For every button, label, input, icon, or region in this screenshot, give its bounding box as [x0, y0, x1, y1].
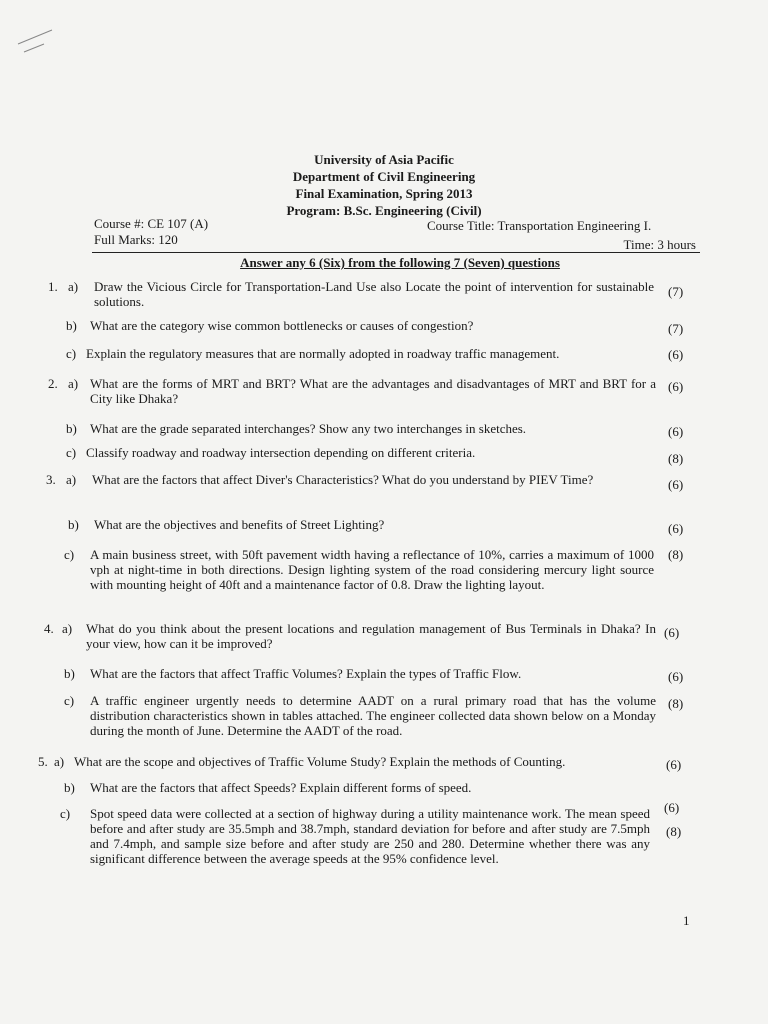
question-text: Explain the regulatory measures that are normally adopted in roadway traffic management.: [86, 346, 560, 361]
question-text: Classify roadway and roadway intersection depending on different criteria.: [86, 445, 476, 460]
question-text: What are the objectives and benefits of Street Lighting?: [94, 517, 385, 532]
question-label: a): [68, 279, 79, 294]
question-label: a): [62, 621, 73, 636]
header-rule: [92, 252, 700, 253]
question-marks: (6): [668, 521, 684, 536]
pen-mark: [14, 22, 84, 62]
question-label: b): [68, 517, 79, 532]
question-label: b): [66, 421, 77, 436]
question-text: What are the forms of MRT and BRT? What are the advantages and disadvantages of MRT and BRT for a City like Dhaka?: [90, 376, 656, 406]
question-label: c): [60, 806, 71, 821]
question-label: c): [64, 547, 75, 562]
university-name: University of Asia Pacific: [314, 152, 454, 167]
exam-title: Final Examination, Spring 2013: [295, 186, 473, 201]
instructions: Answer any 6 (Six) from the following 7 (Seven) questions: [240, 255, 560, 270]
question-label: b): [64, 666, 75, 681]
question-text: What are the factors that affect Traffic Volumes? Explain the types of Traffic Flow.: [90, 666, 522, 681]
page-number: 1: [683, 913, 690, 928]
question-text: A main business street, with 50ft pavement width having a reflectance of 10%, carries a maximum of 1000 vph at night-time in both directions. Design lighting system of the road considering mercury light source with mounting height of 40ft and a maintenance factor of 0.8. Draw the lighting layout.: [90, 547, 654, 592]
program-name: Program: B.Sc. Engineering (Civil): [286, 203, 482, 218]
department-name: Department of Civil Engineering: [292, 169, 476, 184]
question-number: 5.: [38, 754, 48, 769]
full-marks: Full Marks: 120: [94, 232, 178, 247]
question-marks: (8): [668, 696, 684, 711]
question-label: a): [66, 472, 77, 487]
question-text: What do you think about the present locations and regulation management of Bus Terminals in Dhaka? In your view, how can it be improved?: [86, 621, 656, 651]
question-text: What are the factors that affect Diver's Characteristics? What do you understand by PIEV Time?: [92, 472, 594, 487]
question-number: 4.: [44, 621, 54, 636]
course-number: Course #: CE 107 (A): [94, 216, 209, 231]
question-marks: (6): [666, 757, 682, 772]
question-label: c): [64, 693, 75, 708]
question-marks: (7): [668, 321, 684, 336]
question-label: a): [68, 376, 79, 391]
question-label: a): [54, 754, 65, 769]
question-label: b): [66, 318, 77, 333]
question-text: What are the factors that affect Speeds? Explain different forms of speed.: [90, 780, 472, 795]
question-marks: (6): [668, 424, 684, 439]
question-marks: (6): [668, 477, 684, 492]
question-marks: (6): [664, 800, 680, 815]
question-marks: (8): [668, 451, 684, 466]
question-number: 2.: [48, 376, 58, 391]
question-text: What are the scope and objectives of Traffic Volume Study? Explain the methods of Counting.: [74, 754, 566, 769]
question-marks: (6): [668, 379, 684, 394]
question-text: What are the grade separated interchanges? Show any two interchanges in sketches.: [90, 421, 527, 436]
course-title: Course Title: Transportation Engineering I.: [427, 218, 652, 233]
question-marks: (6): [668, 347, 684, 362]
question-text: What are the category wise common bottlenecks or causes of congestion?: [90, 318, 474, 333]
exam-time: Time: 3 hours: [623, 237, 696, 252]
question-marks: (6): [668, 669, 684, 684]
question-text: A traffic engineer urgently needs to determine AADT on a rural primary road that has the volume distribution characteristics shown in tables attached. The engineer collected data shown below on a Monday during the month of June. Determine the AADT of the road.: [90, 693, 656, 738]
question-marks: (7): [668, 284, 684, 299]
question-number: 3.: [46, 472, 56, 487]
question-marks: (8): [668, 547, 684, 562]
question-marks: (8): [666, 824, 682, 839]
question-marks: (6): [664, 625, 680, 640]
question-text: Spot speed data were collected at a section of highway during a utility maintenance work. The mean speed before and after study are 35.5mph and 38.7mph, standard deviation for before and after study are 7.5mph and 7.4mph, and sample size before and after study are 250 and 280. Determine whether there was any significant difference between the average speeds at the 95% confidence level.: [90, 806, 650, 866]
question-number: 1.: [48, 279, 58, 294]
question-text: Draw the Vicious Circle for Transportation-Land Use also Locate the point of intervention for sustainable solutions.: [94, 279, 654, 309]
question-label: c): [66, 445, 77, 460]
question-label: b): [64, 780, 75, 795]
question-label: c): [66, 346, 77, 361]
